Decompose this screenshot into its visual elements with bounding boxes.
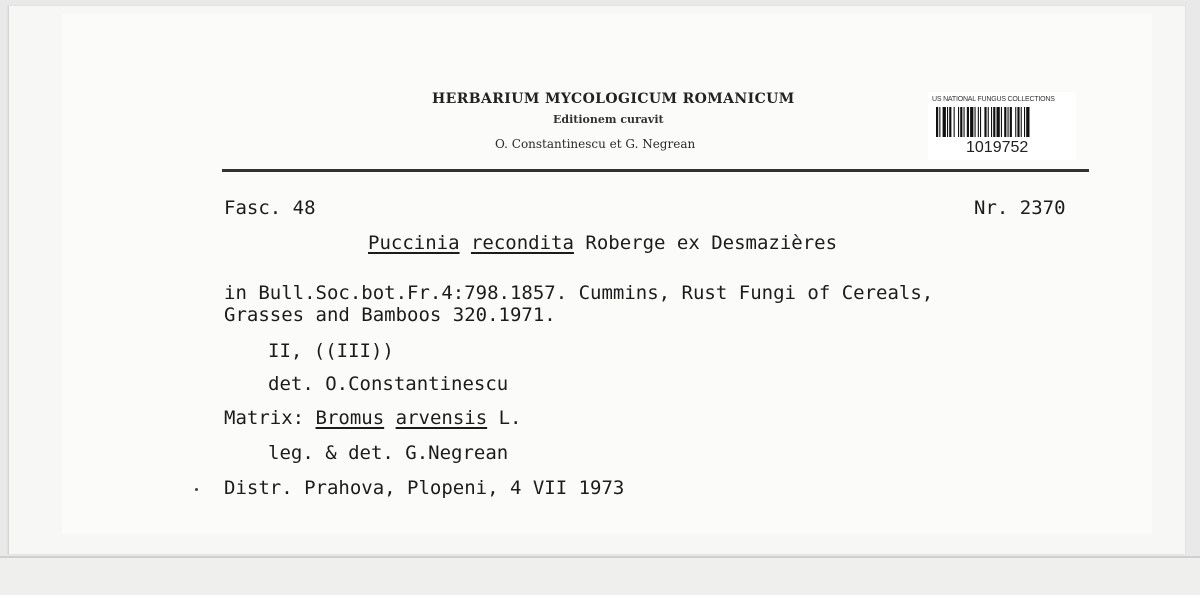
locality: Distr. Prahova, Plopeni, 4 VII 1973 xyxy=(224,477,625,499)
matrix-line xyxy=(224,407,521,429)
ink-dot xyxy=(195,488,198,491)
taxon-authority: Roberge ex Desmazières xyxy=(585,232,838,254)
determiner: det. O.Constantinescu xyxy=(268,373,509,395)
spore-stages: II, ((III)) xyxy=(268,340,394,362)
taxon-species: recondita xyxy=(470,232,574,254)
barcode-label xyxy=(928,92,1076,160)
taxon-genus: Puccinia xyxy=(368,232,460,254)
taxon-name xyxy=(368,232,837,254)
collector: leg. & det. G.Negrean xyxy=(268,442,509,464)
barcode-caption: US NATIONAL FUNGUS COLLECTIONS xyxy=(932,96,1055,103)
exsiccata-number: Nr. 2370 xyxy=(974,197,1066,219)
matrix-prefix: Matrix: xyxy=(224,407,305,429)
sheet-edge xyxy=(0,556,1200,595)
header-divider xyxy=(222,169,1089,172)
herbarium-editors: O. Constantinescu et G. Negrean xyxy=(495,137,696,151)
barcode-image xyxy=(936,107,1068,137)
host-genus: Bromus xyxy=(315,407,385,429)
host-species: arvensis xyxy=(395,407,488,429)
fascicle-number: Fasc. 48 xyxy=(224,197,316,219)
host-authority: L. xyxy=(498,407,522,429)
citation-line-1: in Bull.Soc.bot.Fr.4:798.1857. Cummins, Rust Fungi of Cereals, xyxy=(224,282,934,304)
herbarium-subtitle: Editionem curavit xyxy=(553,113,664,126)
herbarium-title: HERBARIUM MYCOLOGICUM ROMANICUM xyxy=(432,91,795,107)
citation-line-2: Grasses and Bamboos 320.1971. xyxy=(224,304,556,326)
barcode-number: 1019752 xyxy=(966,139,1029,156)
